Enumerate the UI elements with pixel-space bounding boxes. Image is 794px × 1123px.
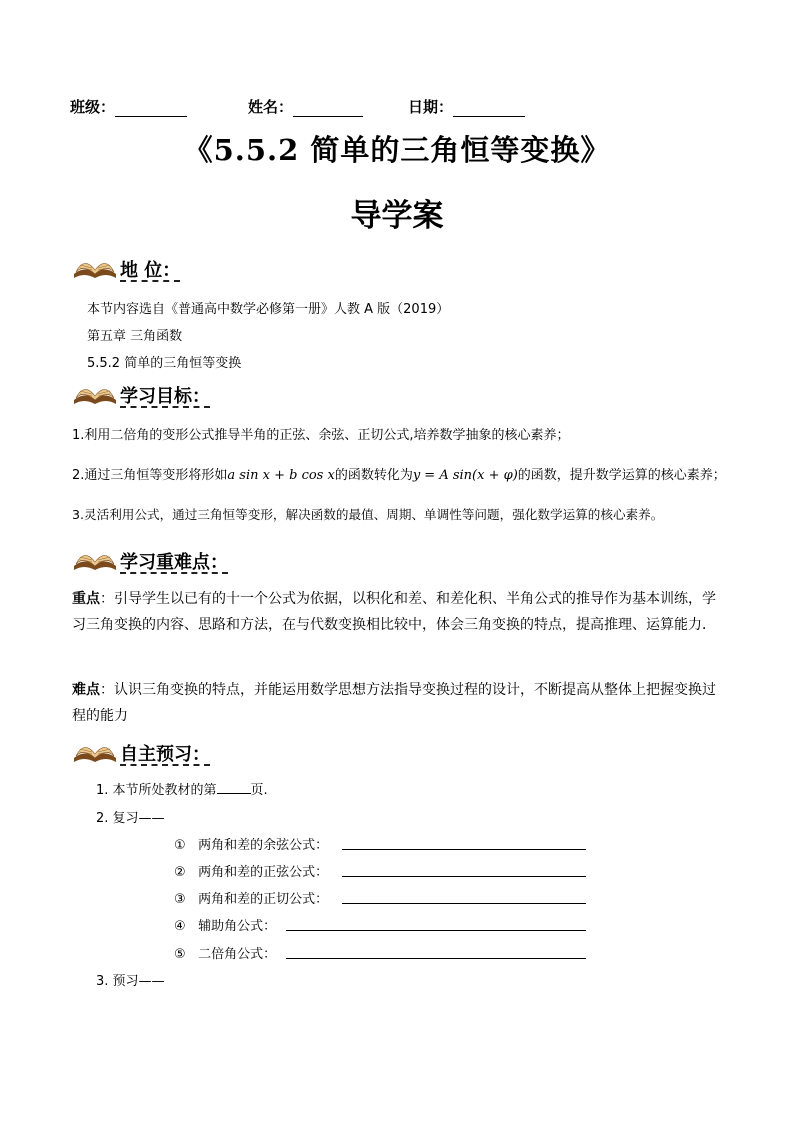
- review-item-4: ④ 辅助角公式：: [174, 919, 277, 934]
- difficulty-text: ：认识三角变换的特点，并能运用数学思想方法指导变换过程的设计，不断提高从整体上把握变换过程的能力: [72, 682, 716, 724]
- open-book-icon: [72, 378, 118, 408]
- preview-question-2: 2. 复习——: [96, 811, 165, 826]
- section-key-points-label: 学习重难点：: [120, 552, 228, 573]
- focus-text: ：引导学生以已有的十一个公式为依据，以积化和差、和差化积、半角公式的推导作为基本训练，学习三角变换的内容、思路和方法，在与代数变换相比较中，体会三角变换的特点，提高推理、运算能力．: [72, 591, 716, 633]
- focus-label: 重点: [72, 591, 100, 607]
- section-key-points-heading: [72, 544, 252, 578]
- review-item-2: ② 两角和差的正弦公式：: [174, 865, 329, 880]
- difficulty-paragraph: [72, 677, 726, 729]
- formula-asin-x-phi: y = A sin(x + φ): [412, 468, 518, 483]
- difficulty-label: 难点: [72, 682, 100, 698]
- position-line-3: 5.5.2 简单的三角恒等变换: [87, 356, 242, 371]
- class-blank[interactable]: [115, 102, 187, 117]
- date-field[interactable]: [408, 96, 525, 117]
- page-subtitle: 导学案: [350, 198, 444, 234]
- review-blank-4[interactable]: [286, 930, 586, 931]
- goal-item-2: 2.通过三角恒等变形将形如a sin x + b cos x的函数转化为y = A sin(x + φ)的函数，提升数学运算的核心素养；: [72, 468, 726, 483]
- preview-question-3: 3. 预习——: [96, 974, 165, 989]
- page-title: 《5.5.2 简单的三角恒等变换》: [183, 133, 611, 167]
- section-preview-label: 自主预习：: [120, 744, 210, 765]
- name-blank[interactable]: [293, 102, 363, 117]
- open-book-icon: [72, 544, 118, 574]
- review-item-1: ① 两角和差的余弦公式：: [174, 838, 329, 853]
- review-blank-1[interactable]: [342, 849, 586, 850]
- name-field[interactable]: [248, 96, 363, 117]
- class-field[interactable]: [70, 96, 187, 117]
- review-blank-2[interactable]: [342, 876, 586, 877]
- section-goals-label: 学习目标：: [120, 386, 210, 407]
- name-label: 姓名：: [248, 98, 294, 116]
- position-line-2: 第五章 三角函数: [87, 329, 183, 344]
- page-number-blank[interactable]: [217, 781, 251, 794]
- section-preview-heading: [72, 736, 242, 770]
- review-item-5: ⑤ 二倍角公式：: [174, 947, 277, 962]
- review-blank-5[interactable]: [286, 958, 586, 959]
- goal-item-3: 3.灵活利用公式，通过三角恒等变形，解决函数的最值、周期、单调性等问题，强化数学运算的核心素养。: [72, 507, 664, 522]
- goal-item-1: 1.利用二倍角的变形公式推导半角的正弦、余弦、正切公式,培养数学抽象的核心素养；: [72, 428, 570, 443]
- formula-asinx-bcosx: a sin x + b cos x: [227, 468, 335, 483]
- review-item-3: ③ 两角和差的正切公式：: [174, 892, 329, 907]
- position-line-1: 本节内容选自《普通高中数学必修第一册》人教 A 版（2019）: [87, 302, 450, 317]
- section-goals-heading: [72, 378, 242, 412]
- open-book-icon: [72, 252, 118, 282]
- date-blank[interactable]: [453, 102, 525, 117]
- preview-question-1: 1. 本节所处教材的第 页.: [96, 783, 268, 798]
- review-blank-3[interactable]: [342, 903, 586, 904]
- open-book-icon: [72, 736, 118, 766]
- focus-paragraph: [72, 586, 726, 638]
- section-position-label: 地 位：: [120, 260, 181, 281]
- section-position-heading: [72, 252, 232, 286]
- class-label: 班级：: [70, 98, 116, 116]
- date-label: 日期：: [408, 98, 454, 116]
